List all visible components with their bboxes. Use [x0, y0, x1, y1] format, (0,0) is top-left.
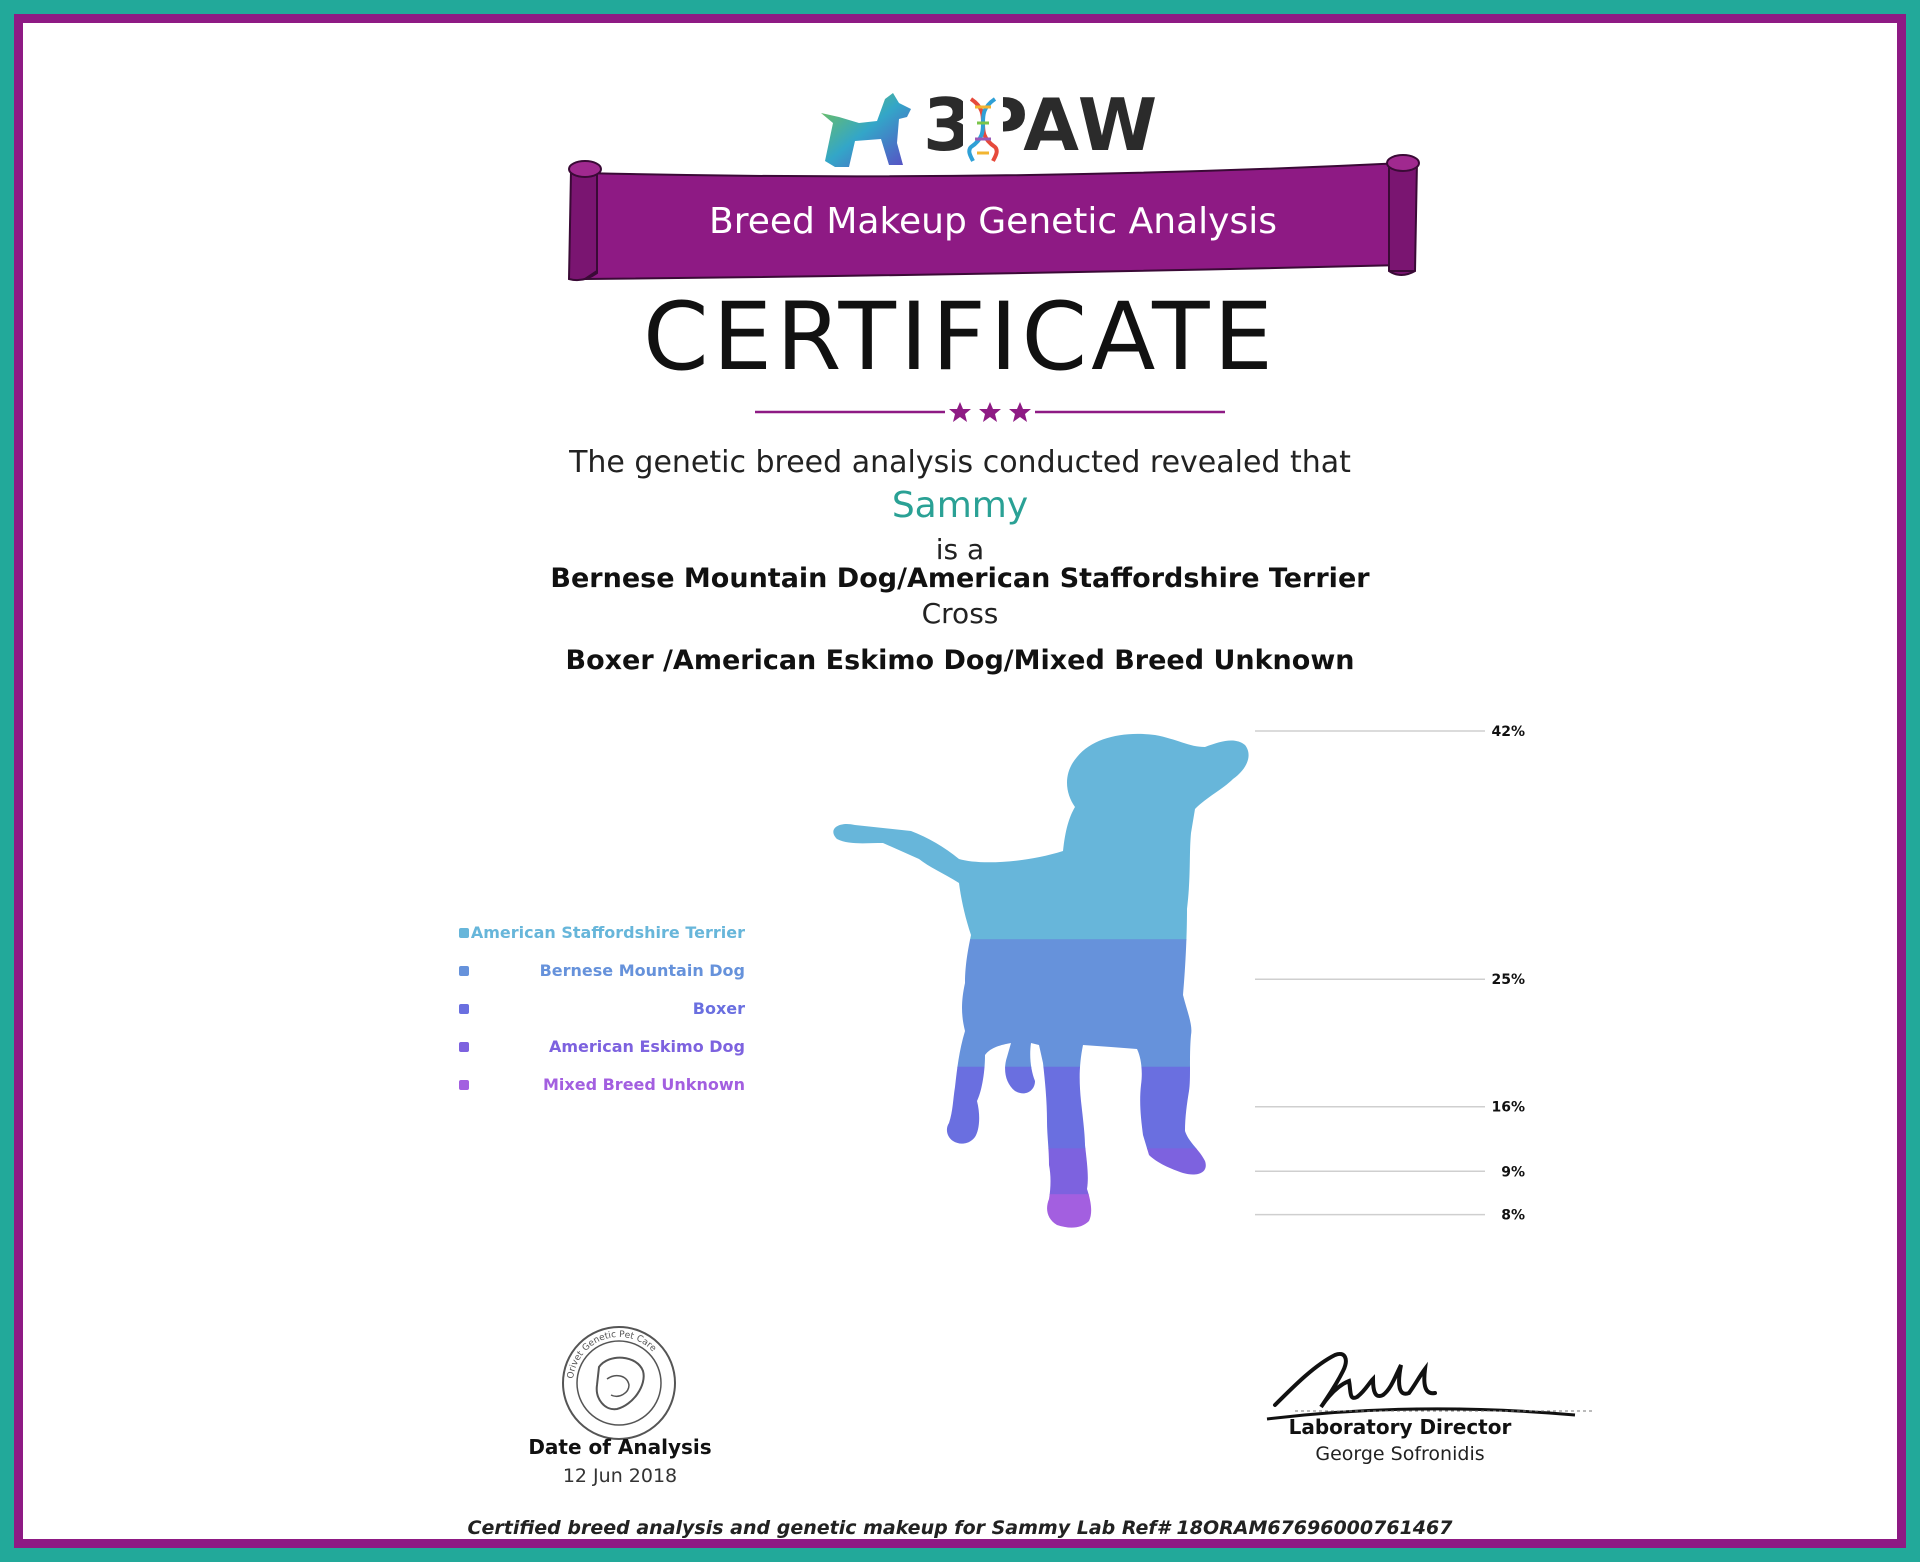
title-banner [563, 153, 1423, 293]
star-icon [949, 402, 971, 422]
is-a-text: is a [935, 533, 985, 566]
legend-label: American Staffordshire Terrier [470, 923, 745, 942]
legend-label: American Eskimo Dog [548, 1037, 745, 1056]
value-label: 42% [1491, 725, 1525, 740]
legend-item [455, 961, 745, 999]
legend-swatch [459, 1042, 469, 1052]
svg-text:Orivet Genetic Pet Care [566, 1330, 658, 1380]
value-label: 25% [1491, 972, 1525, 989]
orivet-seal-icon [559, 1323, 679, 1443]
legend-item [455, 923, 745, 961]
primary-cross: Bernese Mountain Dog/American Staffordshire Terrier [550, 563, 1370, 594]
certificate-title: CERTIFICATE [643, 283, 1277, 392]
breed-legend [455, 923, 745, 1113]
certificate-body [35, 35, 1885, 1539]
lead-sentence: The genetic breed analysis conducted revealed that [569, 445, 1351, 480]
breed-chart [825, 725, 1585, 1265]
chart-band [825, 1067, 1585, 1150]
legend-item [455, 999, 745, 1037]
certificate-frame [14, 14, 1906, 1548]
legend-label: Boxer [692, 999, 745, 1018]
cross-text: Cross [921, 597, 999, 630]
date-value: 12 Jun 2018 [562, 1465, 678, 1487]
star-icon [979, 402, 1001, 422]
legend-swatch [459, 1004, 469, 1014]
seal-text: Orivet Genetic Pet Care [566, 1329, 658, 1380]
star-icon [1009, 402, 1031, 422]
legend-item [455, 1075, 745, 1113]
legend-label: Bernese Mountain Dog [539, 961, 745, 980]
footer-note: Certified breed analysis and genetic makeup for Sammy Lab Ref# 18ORAM67696000761467 [467, 1517, 1453, 1539]
secondary-cross: Boxer /American Eskimo Dog/Mixed Breed Unknown [565, 645, 1355, 676]
logo-text: 3PAW [923, 83, 1160, 167]
value-label: 9% [1501, 1164, 1525, 1181]
banner-title: Breed Makeup Genetic Analysis [709, 201, 1277, 242]
date-label: Date of Analysis [528, 1435, 712, 1459]
chart-band [825, 939, 1585, 1067]
star-divider [755, 397, 1225, 427]
value-label: 8% [1501, 1207, 1525, 1224]
director-name: George Sofronidis [1315, 1443, 1485, 1465]
chart-band [825, 725, 1585, 940]
legend-swatch [459, 966, 469, 976]
legend-label: Mixed Breed Unknown [543, 1075, 745, 1094]
director-title: Laboratory Director [1288, 1415, 1512, 1439]
value-label: 16% [1491, 1099, 1525, 1116]
legend-swatch [459, 928, 469, 938]
legend-swatch [459, 1080, 469, 1090]
dog-name: Sammy [891, 485, 1029, 526]
legend-item [455, 1037, 745, 1075]
